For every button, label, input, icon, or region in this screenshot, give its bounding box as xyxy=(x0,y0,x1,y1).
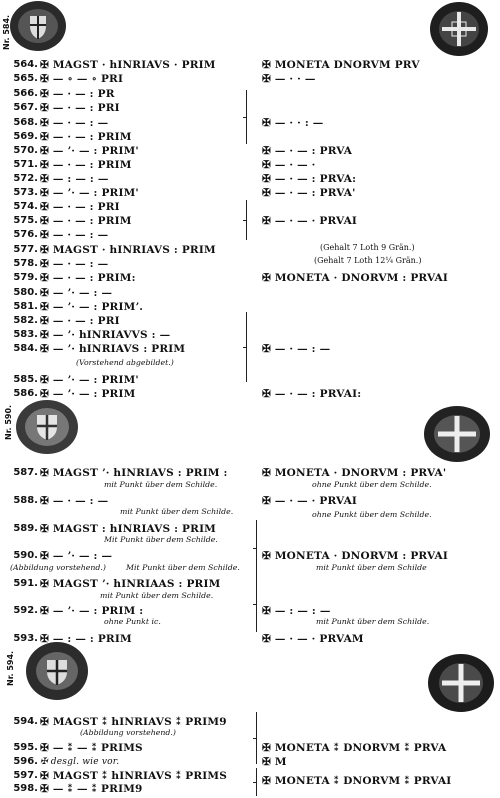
obverse-legend: ✠ — · — : — xyxy=(40,495,109,507)
obverse-legend: ✠ — · — : PRIM xyxy=(40,159,132,171)
entry-586 xyxy=(0,387,500,401)
side-label-590: Nr. 590. xyxy=(4,404,13,440)
obverse-legend: ✠ — : — : PRIM xyxy=(40,633,132,645)
reverse-legend: ✠ — · — : PRVAI: xyxy=(262,388,362,400)
side-label-584: Nr. 584. xyxy=(2,14,11,50)
entry-number: 591. xyxy=(13,578,38,589)
reverse-legend: ✠ — · — : PRVA: xyxy=(262,173,357,185)
entry-597 xyxy=(0,769,250,783)
reverse-legend: ✠ — · — : PRVA xyxy=(262,145,353,157)
reverse-legend: ✠ — · · : — xyxy=(262,117,324,129)
entry-number: 569. xyxy=(13,131,38,142)
obverse-legend: ✠ — ∘ — ∘ PRI xyxy=(40,73,124,85)
entry-587 xyxy=(0,466,500,480)
entry-583 xyxy=(0,328,250,342)
obverse-legend: ✠ — · — : PRIM xyxy=(40,131,132,143)
coin-obverse-594 xyxy=(24,640,90,702)
entry-number: 584. xyxy=(13,343,38,354)
coin-obverse-584 xyxy=(8,0,68,52)
entry-number: 581. xyxy=(13,301,38,312)
entry-582 xyxy=(0,314,250,328)
entry-570 xyxy=(0,144,500,158)
entry-number: 578. xyxy=(13,258,38,269)
reverse-legend: ✠ MONETA · DNORVM : PRVAI xyxy=(262,550,448,562)
obverse-legend: ✠ — · — : PRI xyxy=(40,102,120,114)
obverse-legend: ✠ MAGST ʼ· hINRIAAS : PRIM xyxy=(40,578,221,590)
entry-number: 566. xyxy=(13,88,38,99)
entry-590 xyxy=(0,549,500,563)
entry-number: 573. xyxy=(13,187,38,198)
gehalt-note-2: (Gehalt 7 Loth 12¼ Grän.) xyxy=(314,256,422,265)
obverse-legend: ✠ — · — : PRIM: xyxy=(40,272,136,284)
note-589: Mit Punkt über dem Schilde. xyxy=(104,535,218,544)
entry-number: 580. xyxy=(13,287,38,298)
obverse-legend: ✠ MAGST · hINRIAVS : PRIM xyxy=(40,244,216,256)
reverse-legend: ✠ — · — · PRVAI xyxy=(262,495,358,507)
entry-594 xyxy=(0,715,250,729)
entry-number: 597. xyxy=(13,770,38,781)
reverse-legend: ✠ — · — : PRVA' xyxy=(262,187,356,199)
entry-number: 588. xyxy=(13,495,38,506)
entry-579 xyxy=(0,271,500,285)
group-brace xyxy=(256,768,263,796)
entry-number: 585. xyxy=(13,374,38,385)
group-brace xyxy=(256,576,263,632)
entry-number: 568. xyxy=(13,117,38,128)
note-591: mit Punkt über dem Schilde. xyxy=(100,591,214,600)
entry-number: 590. xyxy=(13,550,38,561)
obverse-legend: ✠ — ʼ· — : PRIM' xyxy=(40,187,139,199)
entry-585 xyxy=(0,373,250,387)
entry-number: 596. xyxy=(13,756,38,767)
coin-reverse-590 xyxy=(422,404,492,464)
obverse-legend: ✠ — · — : PRI xyxy=(40,201,120,213)
entry-596 xyxy=(0,755,500,769)
entry-581 xyxy=(0,300,250,314)
obverse-legend: ✠ — ʼ· — : — xyxy=(40,287,113,299)
entry-589 xyxy=(0,522,250,536)
obverse-legend: ✠ — · — : — xyxy=(40,258,109,270)
entry-number: 567. xyxy=(13,102,38,113)
obverse-legend: ✠ — : — : — xyxy=(40,173,109,185)
obverse-legend: ✠ — ʼ· — : PRIM' xyxy=(40,145,139,157)
note-590-obverse: Mit Punkt über dem Schilde. xyxy=(126,563,240,572)
entry-number: 598. xyxy=(13,783,38,794)
entry-number: 586. xyxy=(13,388,38,399)
reverse-legend: ✠ — · — · PRVAI xyxy=(262,215,358,227)
entry-number: 592. xyxy=(13,605,38,616)
entry-number: 570. xyxy=(13,145,38,156)
entry-number: 564. xyxy=(13,59,38,70)
obverse-legend: ✠ MAGST ʼ· hINRIAVS : PRIM : xyxy=(40,467,228,479)
obverse-legend: ✠ MAGST · hINRIAVS · PRIM xyxy=(40,59,216,71)
entry-number: 571. xyxy=(13,159,38,170)
obverse-legend: ✠ — ⁑ — ⁑ PRIMS xyxy=(40,742,143,754)
note-588-obverse: mit Punkt über dem Schilde. xyxy=(120,507,234,516)
obverse-legend: ✠ — · — : PRIM xyxy=(40,215,132,227)
entry-number: 582. xyxy=(13,315,38,326)
reverse-legend: ✠ MONETA · DNORVM : PRVA' xyxy=(262,467,447,479)
coin-reverse-594 xyxy=(426,652,496,714)
obverse-legend: ✠ MAGST ⁑ hINRIAVS ⁑ PRIMS xyxy=(40,770,228,782)
entry-565 xyxy=(0,72,500,86)
obverse-legend: ✠ — · — : PRI xyxy=(40,315,120,327)
obverse-legend: ✠ — · — : PR xyxy=(40,88,115,100)
reverse-legend: ✠ M xyxy=(262,756,287,768)
entry-588 xyxy=(0,494,500,508)
note-587-reverse: ohne Punkt über dem Schilde. xyxy=(312,480,432,489)
entry-number: 579. xyxy=(13,272,38,283)
obverse-legend: ✠ MAGST ⁑ hINRIAVS ⁑ PRIM9 xyxy=(40,716,227,728)
note-590-reverse: mit Punkt über dem Schilde xyxy=(316,563,427,572)
entry-572 xyxy=(0,172,500,186)
group-brace xyxy=(256,520,263,576)
entry-578 xyxy=(0,257,250,271)
obverse-legend: ✠ — ʼ· — : PRIMʼ. xyxy=(40,301,144,313)
entry-592 xyxy=(0,604,500,618)
coin-obverse-590 xyxy=(14,398,80,456)
entry-number: 577. xyxy=(13,244,38,255)
entry-number: 594. xyxy=(13,716,38,727)
note-592-obverse: ohne Punkt ic. xyxy=(104,617,161,626)
entry-564 xyxy=(0,58,500,72)
entry-number: 595. xyxy=(13,742,38,753)
obverse-legend: ✠ — ʼ· hINRIAVS : PRIM xyxy=(40,343,186,355)
reverse-legend: ✠ MONETA ⁑ DNORVM ⁑ PRVAI xyxy=(262,775,452,787)
obverse-legend: ✠ MAGST : hINRIAVS : PRIM xyxy=(40,523,217,535)
note-588-reverse: ohne Punkt über dem Schilde. xyxy=(312,510,432,519)
reverse-legend: ✠ MONETA · DNORVM : PRVAI xyxy=(262,272,448,284)
entry-595 xyxy=(0,741,500,755)
reverse-legend: ✠ — · — · xyxy=(262,159,316,171)
entry-number: 574. xyxy=(13,201,38,212)
entry-573 xyxy=(0,186,500,200)
obverse-legend: ✠ — ʼ· — : PRIM' xyxy=(40,374,139,386)
entry-number: 565. xyxy=(13,73,38,84)
obverse-legend: ✠ desgl. wie vor. xyxy=(40,757,120,767)
entry-577 xyxy=(0,243,500,257)
reverse-legend: ✠ MONETA DNORVM PRV xyxy=(262,59,420,71)
note-590-abbildung: (Abbildung vorstehend.) xyxy=(10,563,106,572)
entry-number: 572. xyxy=(13,173,38,184)
entry-593 xyxy=(0,632,500,646)
obverse-legend: ✠ — ʼ· — : — xyxy=(40,550,113,562)
reverse-legend: ✠ — : — : — xyxy=(262,605,331,617)
note-594: (Abbildung vorstehend.) xyxy=(80,728,176,737)
obverse-legend: ✠ — ʼ· — : PRIM xyxy=(40,388,136,400)
group-brace xyxy=(246,200,253,240)
note-592-reverse: mit Punkt über dem Schilde. xyxy=(316,617,430,626)
reverse-legend: ✠ — · — · PRVAM xyxy=(262,633,364,645)
note-587-obverse: mit Punkt über dem Schilde. xyxy=(104,480,218,489)
entry-569 xyxy=(0,130,500,144)
note-abgebildet: (Vorstehend abgebildet.) xyxy=(76,358,174,367)
reverse-legend: ✠ MONETA ⁑ DNORVM ⁑ PRVA xyxy=(262,742,447,754)
entry-571 xyxy=(0,158,500,172)
entry-number: 575. xyxy=(13,215,38,226)
obverse-legend: ✠ — ʼ· — : PRIM : xyxy=(40,605,144,617)
entry-number: 589. xyxy=(13,523,38,534)
entry-number: 593. xyxy=(13,633,38,644)
obverse-legend: ✠ — · — : — xyxy=(40,229,109,241)
reverse-legend: ✠ — · · — xyxy=(262,73,316,85)
entry-number: 583. xyxy=(13,329,38,340)
entry-number: 576. xyxy=(13,229,38,240)
obverse-legend: ✠ — ʼ· hINRIAVVS : — xyxy=(40,329,171,341)
side-label-594: Nr. 594. xyxy=(6,650,15,686)
entry-591 xyxy=(0,577,250,591)
obverse-legend: ✠ — ⁑ — ⁑ PRIM9 xyxy=(40,783,143,795)
reverse-legend: ✠ — · — : — xyxy=(262,343,331,355)
obverse-legend: ✠ — · — : — xyxy=(40,117,109,129)
gehalt-note-1: (Gehalt 7 Loth 9 Grän.) xyxy=(320,243,415,252)
group-brace xyxy=(246,312,253,382)
entry-580 xyxy=(0,286,250,300)
entry-number: 587. xyxy=(13,467,38,478)
coin-reverse-584 xyxy=(428,0,490,58)
